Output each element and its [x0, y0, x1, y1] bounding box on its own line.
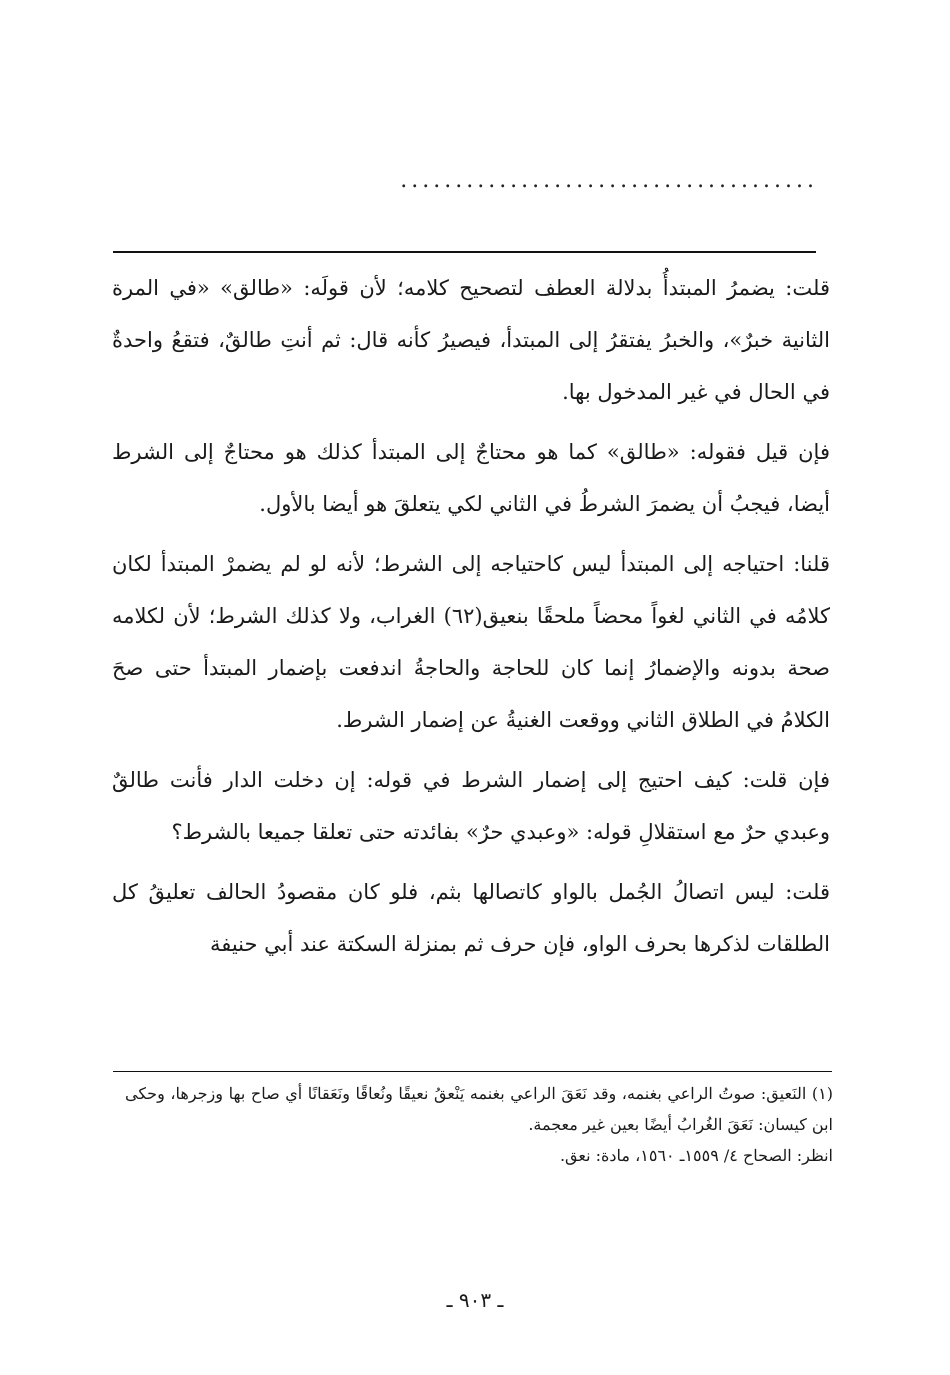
- footnote: [125, 1078, 833, 1171]
- footnote-text: (١) النَعيق: صوتُ الراعي بغنمه، وقد نَعَقَ الراعي بغنمه يَنْعقُ نعيقًا ونُعاقًا ونَعَقانًا أي صاح بها وزجرها، وحكى ابن كيسان: نَعَقَ الغُرابُ أيضًا بعين غير معجمة.: [125, 1084, 833, 1134]
- main-text: [112, 262, 830, 978]
- page-number: ـ ٩٠٣ ـ: [446, 1288, 504, 1312]
- paragraph-4: فإن قلت: كيف احتيج إلى إضمار الشرط في قوله: إن دخلت الدار فأنت طالقٌ وعبدي حرٌ مع استقلالِ قوله: «وعبدي حرٌ» بفائدته حتى تعلقا جميعا بالشرط؟: [112, 768, 830, 844]
- paragraph-5: قلت: ليس اتصالُ الجُمل بالواو كاتصالها بثم، فلو كان مقصودُ الحالف تعليقُ كل الطلقات لذكرها بحرف الواو، فإن حرف ثم بمنزلة السكتة عند أبي حنيفة: [112, 880, 830, 956]
- header-rule: [113, 251, 816, 253]
- paragraph-1: قلت: يضمرُ المبتدأُ بدلالة العطف لتصحيح كلامه؛ لأن قولَه: «طالق» «في المرة الثانية خبرٌ»، والخبرُ يفتقرُ إلى المبتدأ، فيصيرُ كأنه قال: ثم أنتِ طالقٌ، فتقعُ واحدةٌ في الحال في غير المدخول بها.: [112, 276, 830, 404]
- footnote-rule: [113, 1071, 832, 1072]
- header-dotted-line: ......................................: [400, 168, 818, 193]
- paragraph-2: فإن قيل فقوله: «طالق» كما هو محتاجٌ إلى المبتدأ كذلك هو محتاجٌ إلى الشرط أيضا، فيجبُ أن يضمرَ الشرطُ في الثاني لكي يتعلقَ هو أيضا بالأول.: [112, 440, 830, 516]
- footnote-reference: انظر: الصحاح ٤/ ١٥٥٩ـ ١٥٦٠، مادة: نعق.: [559, 1146, 833, 1165]
- paragraph-3: قلنا: احتياجه إلى المبتدأ ليس كاحتياجه إلى الشرط؛ لأنه لو لم يضمرْ المبتدأ لكان كلامُه في الثاني لغواً محضاً ملحقًا بنعيق(٦٢) الغراب، ولا كذلك الشرط؛ لأن لكلامه صحة بدونه والإضمارُ إنما كان للحاجة والحاجةُ اندفعت بإضمار المبتدأ حتى صحَ الكلامُ في الطلاق الثاني ووقعت الغنيةُ عن إضمار الشرط.: [112, 552, 830, 732]
